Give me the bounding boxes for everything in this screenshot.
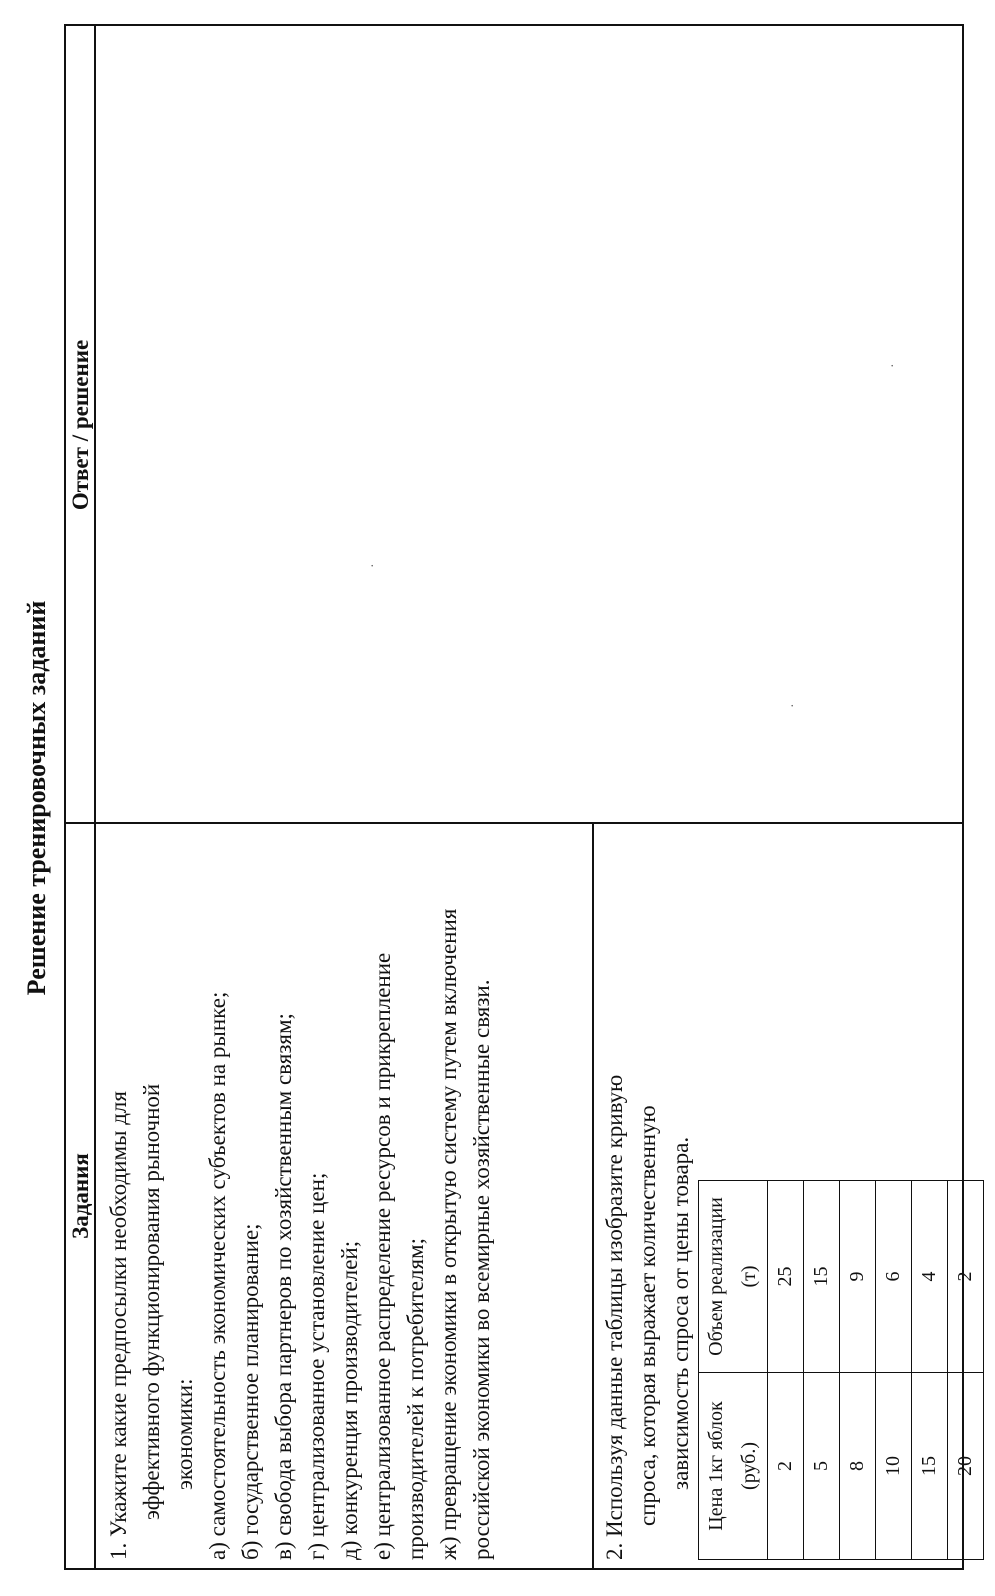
price-cell: 2 [768,1372,804,1559]
price-cell: 5 [804,1372,840,1559]
price-cell: 10 [876,1372,912,1559]
col-volume-header: Объем реализации (т) [699,1181,768,1373]
task-1-option-e: е) централизованное распределение ресурсов и прикрепление производителей к потребителям; [370,952,428,1560]
tasks-table [64,24,976,1570]
demand-table-header-row [699,1181,768,1560]
page-title: Решение тренировочных заданий [22,600,51,996]
column-divider [66,822,962,824]
volume-cell: 9 [840,1181,876,1373]
table-row [948,1181,984,1560]
task-2 [598,830,976,1560]
scan-speck: · [886,363,901,368]
task-1-option-v: в) свобода выбора партнеров по хозяйственным связям; [271,1013,296,1560]
task-1-option-b: б) государственное планирование; [238,1223,263,1560]
table-row [912,1181,948,1560]
task-1-option-d: д) конкуренция производителей; [337,1240,362,1560]
demand-data-table [698,1180,984,1560]
volume-cell: 15 [804,1181,840,1373]
task-2-line-2: спроса, которая выражает количественную [635,1105,660,1526]
task-1-intro-3: экономики: [172,1378,197,1490]
col-price-header: Цена 1кг яблок (руб.) [699,1372,768,1559]
volume-cell: 4 [912,1181,948,1373]
volume-cell: 2 [948,1181,984,1373]
price-cell: 8 [840,1372,876,1559]
price-cell: 15 [912,1372,948,1559]
task-1-option-zh: ж) превращение экономики в открытую систему путем включения российской экономики во всемирные хозяйственные связи. [436,908,494,1560]
task-2-line-3: зависимость спроса от цены товара. [668,1136,693,1490]
table-row [804,1181,840,1560]
volume-cell: 6 [876,1181,912,1373]
task-1-intro-2: эффективного функционирования рыночной [139,1083,164,1520]
task-1-option-a: а) самостоятельность экономических субъектов на рынке; [205,991,230,1560]
row-divider [592,824,594,1568]
header-answer: Ответ / решение [66,26,96,824]
task-1-intro-1: 1. Укажите какие предпосылки необходимы для [106,1091,131,1560]
task-1 [102,830,498,1560]
header-tasks: Задания [66,824,96,1568]
task-2-line-1: 2. Используя данные таблицы изобразите кривую [602,1074,627,1560]
volume-cell: 25 [768,1181,804,1373]
table-row [876,1181,912,1560]
price-cell: 20 [948,1372,984,1559]
task-1-option-g: г) централизованное установление цен; [304,1172,329,1560]
table-row [840,1181,876,1560]
scan-speck: · [366,563,381,568]
scan-speck: · [786,703,801,708]
table-row [768,1181,804,1560]
